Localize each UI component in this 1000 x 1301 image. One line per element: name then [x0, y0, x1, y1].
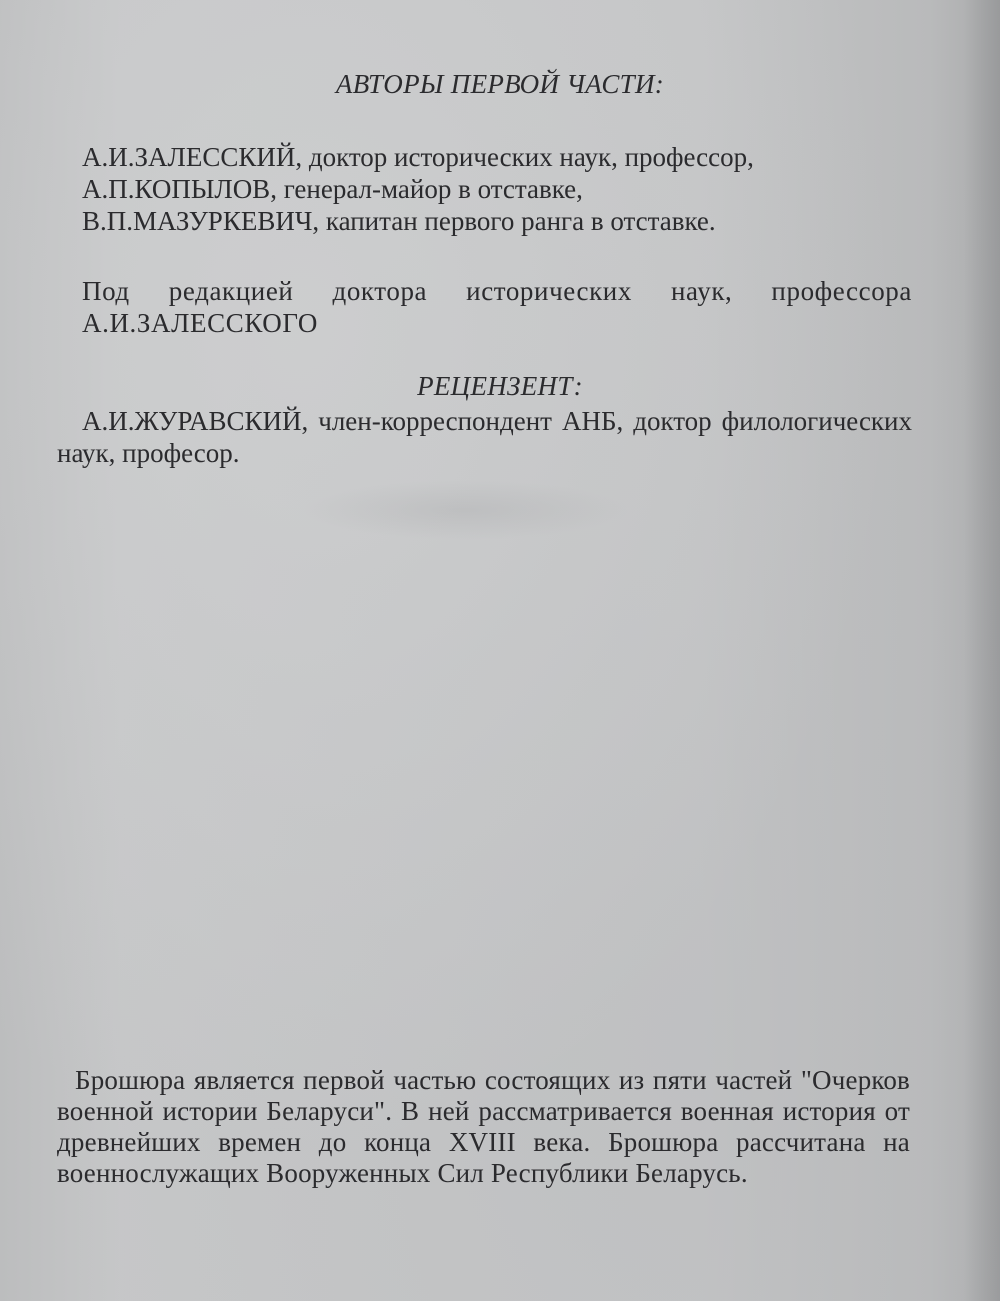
authors-list — [82, 141, 912, 237]
author-line-2: А.П.КОПЫЛОВ, генерал-майор в отставке, — [82, 174, 583, 204]
page-spine-shadow — [964, 0, 1000, 1301]
authors-heading: АВТОРЫ ПЕРВОЙ ЧАСТИ: — [335, 69, 665, 99]
bleed-through-mark — [300, 480, 630, 540]
editor-note: Под редакцией доктора исторических наук, профессора А.И.ЗАЛЕССКОГО — [82, 276, 912, 338]
reviewer-text: А.И.ЖУРАВСКИЙ, член-корреспондент АНБ, доктор филологических наук, професор. — [57, 406, 912, 468]
brochure-abstract: Брошюра является первой частью состоящих из пяти частей "Очерков военной истории Беларуси". В ней рассматривается военная история от древнейших времен до конца XVIII века. Брошюра рассчитана на военнослужащих Вооруженных Сил Республики Беларусь. — [57, 1065, 910, 1188]
reviewer-heading: РЕЦЕНЗЕНТ: — [417, 371, 583, 401]
author-line-3: В.П.МАЗУРКЕВИЧ, капитан первого ранга в отставке. — [82, 206, 716, 236]
author-line-1: А.И.ЗАЛЕССКИЙ, доктор исторических наук, профессор, — [82, 142, 754, 172]
